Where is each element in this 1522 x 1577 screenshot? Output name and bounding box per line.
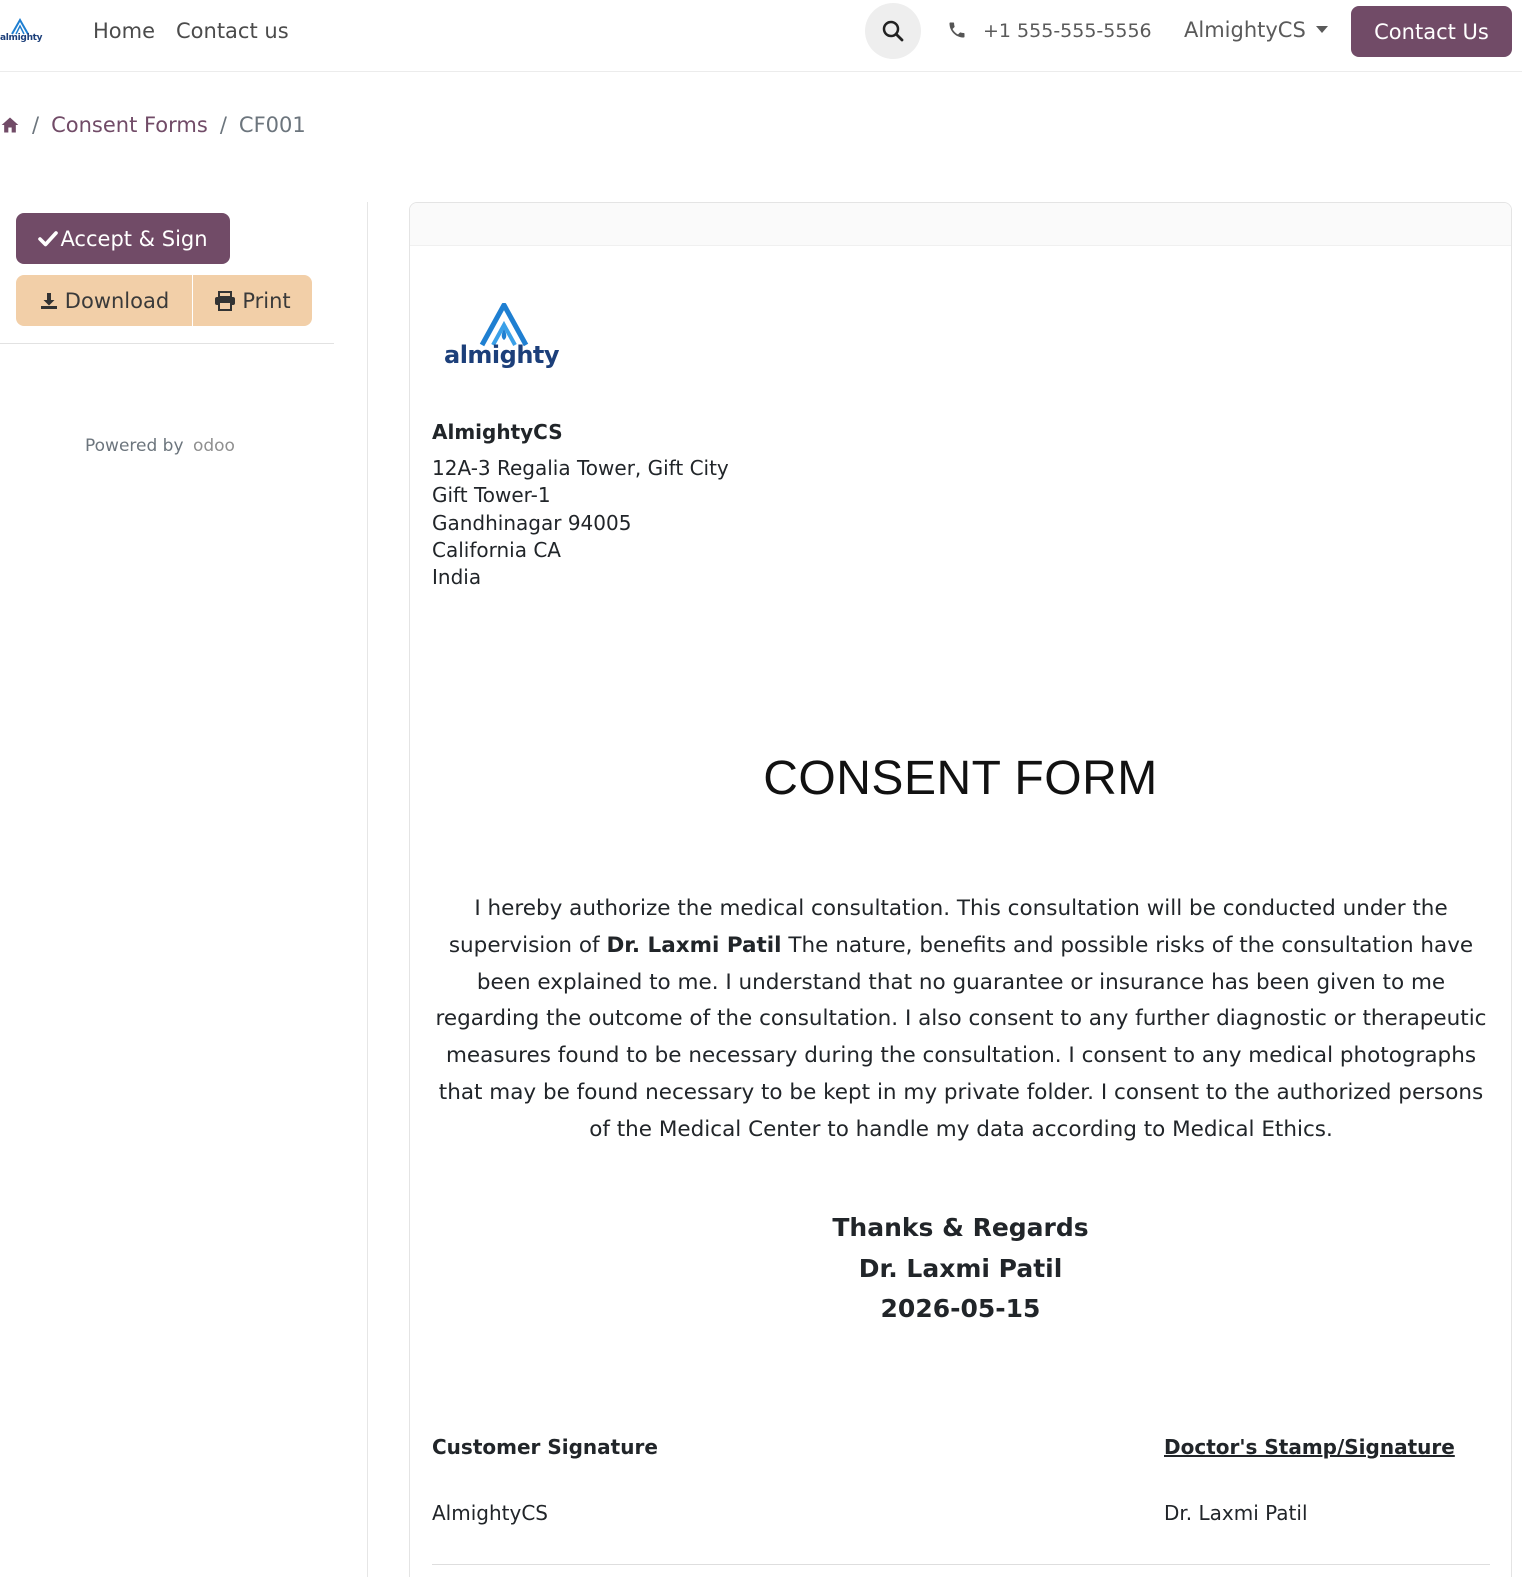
download-button[interactable] (16, 275, 192, 326)
consent-doctor-name: Dr. Laxmi Patil (606, 932, 782, 958)
doctor-name: Dr. Laxmi Patil (1164, 1501, 1308, 1525)
logo-text: almighty (0, 33, 43, 43)
consent-text-part2: The nature, benefits and possible risks of the consultation have been explained to me. I understand that no guarantee or insurance has been given to me regarding the outcome of the consultation. I also consent to any further diagnostic or therapeutic measures found to be necessary during the consultation. I consent to any medical photographs that may be found necessary to be kept in my private folder. I consent to the authorized persons of the Medical Center to handle my data according to Medical Ethics. (435, 932, 1487, 1142)
powered-by (85, 433, 235, 459)
print-label: Print (242, 288, 291, 313)
site-logo[interactable] (0, 14, 46, 48)
breadcrumb-separator: / (219, 113, 227, 137)
signature-divider (432, 1564, 1490, 1565)
document-card-header (410, 203, 1511, 246)
company-address (432, 455, 729, 591)
doctor-signature-label: Doctor's Stamp/Signature (1164, 1435, 1455, 1459)
search-button[interactable] (865, 3, 921, 59)
download-print-group (16, 275, 312, 326)
sidebar-divider (0, 343, 334, 344)
chevron-down-icon (1316, 26, 1328, 33)
powered-by-label: Powered by (85, 436, 184, 456)
breadcrumb-current: CF001 (238, 113, 306, 137)
accept-sign-button[interactable] (16, 213, 230, 264)
download-icon (39, 291, 59, 311)
phone-icon (947, 20, 967, 40)
company-name: AlmightyCS (432, 420, 563, 444)
regards-doctor: Dr. Laxmi Patil (858, 1253, 1063, 1283)
regards-date: 2026-05-15 (880, 1294, 1041, 1323)
breadcrumb (0, 110, 306, 140)
consent-text-part1: I hereby authorize the medical consultation. This consultation will be conducted under the supervision of (448, 896, 1448, 958)
user-menu-label: AlmightyCS (1184, 18, 1306, 42)
print-icon (214, 291, 236, 311)
address-line: California CA (432, 537, 561, 562)
regards-block (410, 1208, 1511, 1330)
nav-home-link[interactable]: Home (93, 19, 156, 43)
odoo-logo[interactable]: odoo (192, 436, 235, 456)
consent-body-text (428, 891, 1494, 1149)
search-icon (881, 19, 905, 43)
logo-text: almighty (444, 341, 560, 369)
top-navbar (0, 0, 1522, 72)
home-icon[interactable] (0, 115, 20, 135)
sidebar-vertical-divider (367, 202, 368, 1577)
check-icon (38, 230, 58, 248)
customer-name: AlmightyCS (432, 1501, 548, 1525)
breadcrumb-consent-forms[interactable]: Consent Forms (51, 113, 208, 137)
download-label: Download (64, 288, 170, 313)
customer-signature-label: Customer Signature (432, 1435, 658, 1459)
regards-line: Thanks & Regards (832, 1213, 1089, 1242)
nav-contact-link[interactable]: Contact us (176, 19, 289, 43)
contact-us-button[interactable]: Contact Us (1351, 6, 1512, 57)
phone-number[interactable]: +1 555-555-5556 (983, 20, 1152, 42)
address-line: Gift Tower-1 (432, 483, 551, 508)
print-button[interactable] (192, 275, 312, 326)
address-line: India (432, 565, 482, 590)
address-line: 12A-3 Regalia Tower, Gift City (432, 456, 729, 480)
document-title: CONSENT FORM (763, 752, 1158, 805)
document-card (409, 202, 1512, 1577)
company-logo (444, 303, 564, 373)
breadcrumb-separator: / (32, 113, 40, 137)
accept-sign-label: Accept & Sign (60, 226, 208, 251)
user-menu-dropdown[interactable] (1184, 16, 1328, 44)
address-line: Gandhinagar 94005 (432, 510, 632, 535)
